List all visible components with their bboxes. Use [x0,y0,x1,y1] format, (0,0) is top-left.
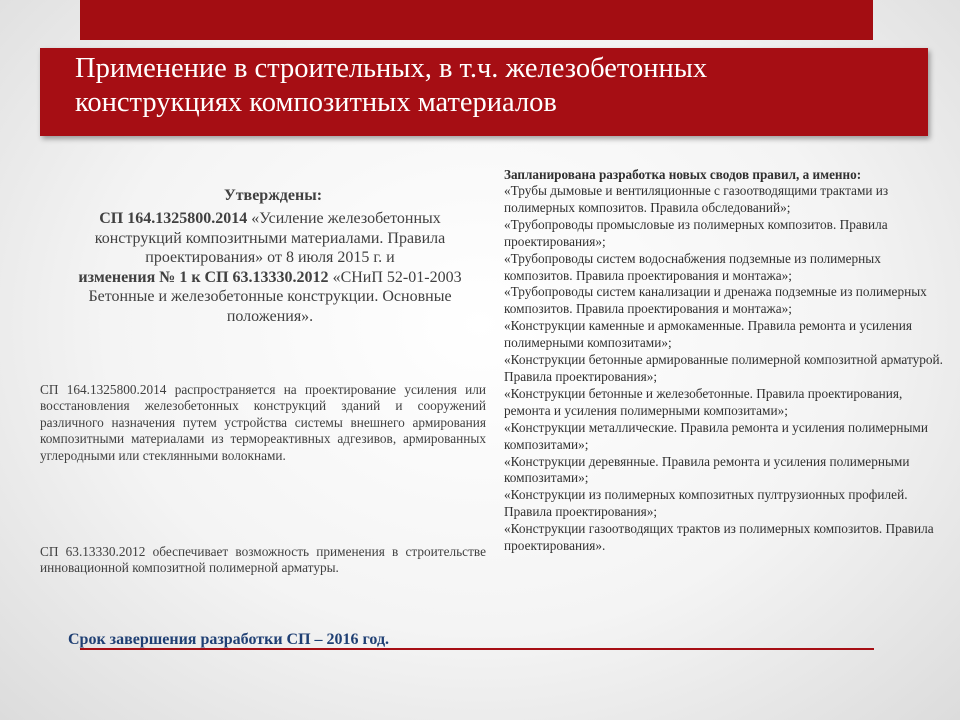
right-column [504,166,944,555]
slide-title-line-2: конструкциях композитных материалов [75,87,557,118]
deadline-note: Срок завершения разработки СП – 2016 год. [68,631,390,648]
planned-rule-item: «Конструкции металлические. Правила ремонта и усиления полимерными композитами»; [504,419,928,452]
planned-rule-item: «Трубопроводы систем водоснабжения подземные из полимерных композитов. Правила проектирования и монтажа»; [504,250,881,283]
deadline-underline [80,648,874,650]
sp164-description: СП 164.1325800.2014 распространяется на проектирование усиления или восстановления железобетонных конструкций зданий и сооружений различного назначения путем устройства системы внешнего армирования композитными материалами из термореактивных адгезивов, армированных углеродными или стеклянными волокнами. [40,382,486,463]
planned-rule-item: «Трубопроводы систем канализации и дренажа подземные из полимерных композитов. Правила проектирования и монтажа»; [504,284,927,317]
planned-rule-item: «Конструкции каменные и армокаменные. Правила ремонта и усиления полимерными композитами»; [504,318,912,351]
planned-rule-item: «Конструкции бетонные армированные полимерной композитной арматурой. Правила проектирования»; [504,352,943,384]
approved-sp1-code: СП 164.1325800.2014 [99,210,248,227]
planned-rule-item: «Трубопроводы промысловые из полимерных композитов. Правила проектирования»; [504,216,888,249]
planned-rule-item: «Трубы дымовые и вентиляционные с газоотводящими трактами из полимерных композитов. Правила обследований»; [504,183,889,215]
top-accent-bar [80,0,873,40]
approved-sp1-text: «Усиление железобетонных конструкций композитными материалами. Правила проектирования» от 8 июля 2015 г. и [94,210,446,266]
approved-documents [54,209,486,326]
approved-sp2-code: изменения № 1 к СП 63.13330.2012 [78,268,329,286]
planned-rule-item: «Конструкции из полимерных композитных пултрузионных профилей. Правила проектирования»; [504,487,908,520]
planned-rule-item: «Конструкции деревянные. Правила ремонта и усиления полимерными композитами»; [504,453,910,486]
approved-heading: Утверждены: [223,187,323,204]
slide-title-line-1: Применение в строительных, в т.ч. железобетонных [75,53,708,84]
planned-rules-heading: Запланирована разработка новых сводов правил, а именно: [504,167,862,182]
slide-title [40,48,928,136]
left-column [40,186,486,648]
planned-rule-item: «Конструкции газоотводящих трактов из полимерных композитов. Правила проектирования». [504,521,934,554]
planned-rule-item: «Конструкции бетонные и железобетонные. Правила проектирования, ремонта и усиления полимерными композитами»; [504,385,903,418]
sp63-description: СП 63.13330.2012 обеспечивает возможность применения в строительстве инновационной композитной полимерной арматуры. [40,544,486,576]
approved-sp2-text: «СНиП 52-01-2003 Бетонные и железобетонные конструкции. Основные положения». [88,268,462,325]
